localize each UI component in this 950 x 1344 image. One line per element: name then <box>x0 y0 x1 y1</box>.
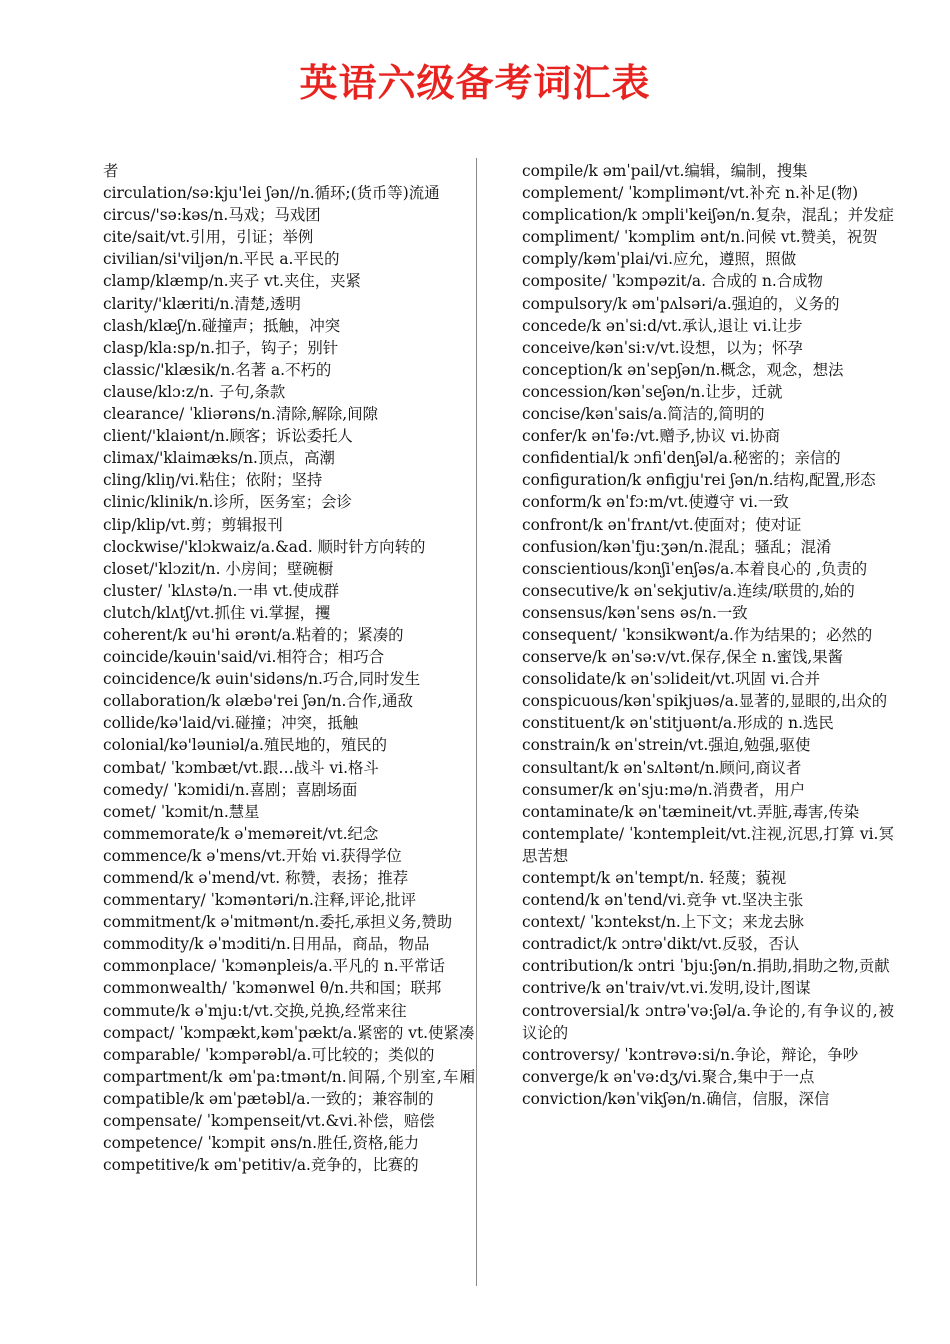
vocab-entry: clinic/klinik/n.诊所，医务室；会诊 <box>103 493 352 512</box>
vocab-entry: contrive/k ənˈtraiv/vt.vi.发明,设计,图谋 <box>522 979 811 998</box>
vocab-entry: controversy/ ˈkɔntrəvə:si/n.争论，辩论，争吵 <box>522 1045 859 1064</box>
vocab-entry: combat/ ˈkɔmbæt/vt.跟…战斗 vi.格斗 <box>103 758 379 777</box>
vocab-entry: complication/k ɔmpli'keiʃən/n.复杂，混乱；并发症 <box>522 206 894 225</box>
vocab-entry: confidential/k ɔnfiˈdenʃəl/a.秘密的；亲信的 <box>522 449 841 468</box>
vocab-entry: conceive/kənˈsi:v/vt.设想，以为；怀孕 <box>522 338 803 357</box>
vocab-entry: consultant/k ənˈsʌltənt/n.顾问,商议者 <box>522 758 802 777</box>
vocab-entry: civilian/si'viljən/n.平民 a.平民的 <box>103 250 340 269</box>
right-column <box>522 160 894 1110</box>
vocab-entry: commence/k əˈmens/vt.开始 vi.获得学位 <box>103 846 402 865</box>
vocab-entry: closet/'klɔzit/n. 小房间；壁碗橱 <box>103 559 334 578</box>
vocab-entry: comedy/ ˈkɔmidi/n.喜剧；喜剧场面 <box>103 780 358 799</box>
vocab-entry: commodity/k əˈmɔditi/n.日用品，商品，物品 <box>103 935 430 954</box>
vocab-entry: constituent/k ənˈstitjuənt/a.形成的 n.选民 <box>522 714 834 733</box>
vocab-entry: clamp/klæmp/n.夹子 vt.夹住，夹紧 <box>103 272 361 291</box>
vocab-entry: commonwealth/ ˈkɔmənwel θ/n.共和国；联邦 <box>103 979 442 998</box>
vocab-entry: coincidence/k əuin'sidəns/n.巧合,同时发生 <box>103 670 421 689</box>
vocab-entry: commonplace/ ˈkɔmənpleis/a.平凡的 n.平常话 <box>103 957 445 976</box>
vocab-entry: clause/klɔ:z/n. 子句,条款 <box>103 382 286 401</box>
vocab-entry: contradict/k ɔntrəˈdikt/vt.反驳，否认 <box>522 935 800 954</box>
vocab-entry: comply/kəmˈplai/vi.应允，遵照，照做 <box>522 250 797 269</box>
vocab-entry: competence/ ˈkɔmpit əns/n.胜任,资格,能力 <box>103 1134 420 1153</box>
vocab-entry: contemplate/ ˈkɔntempleit/vt.注视,沉思,打算 vi.冥思苦想 <box>522 824 894 865</box>
vocab-entry: comparable/ ˈkɔmpərəbl/a.可比较的；类似的 <box>103 1045 435 1064</box>
column-divider <box>476 158 477 1286</box>
vocab-entry: clip/klip/vt.剪；剪辑报刊 <box>103 515 283 534</box>
vocab-entry: conviction/kənˈvikʃən/n.确信，信服，深信 <box>522 1089 830 1108</box>
vocab-entry: compulsory/k əmˈpʌlsəri/a.强迫的，义务的 <box>522 294 840 313</box>
vocab-entry: clearance/ ˈkliərəns/n.清除,解除,间隙 <box>103 405 378 424</box>
vocab-entry: confront/k ənˈfrʌnt/vt.使面对；使对证 <box>522 515 802 534</box>
vocab-entry: confer/k ənˈfə:/vt.赠予,协议 vi.协商 <box>522 427 781 446</box>
vocab-entry: coincide/kəuin'said/vi.相符合；相巧合 <box>103 648 385 667</box>
vocab-entry: coherent/k əu'hi ərənt/a.粘着的；紧凑的 <box>103 625 404 644</box>
vocab-entry: colonial/kə'ləuniəl/a.殖民地的，殖民的 <box>103 736 388 755</box>
vocab-entry: configuration/k ənfigju'rei ʃən/n.结构,配置,形态 <box>522 471 876 490</box>
vocab-entry: contempt/k ənˈtempt/n. 轻蔑；藐视 <box>522 869 787 887</box>
vocab-entry: converge/k ənˈvə:dʒ/vi.聚合,集中于一点 <box>522 1067 815 1086</box>
vocab-entry: consumer/k ənˈsju:mə/n.消费者，用户 <box>522 780 806 799</box>
vocab-entry: composite/ ˈkɔmpəzit/a. 合成的 n.合成物 <box>522 272 823 291</box>
vocab-entry: concession/kənˈseʃən/n.让步，迁就 <box>522 382 783 401</box>
vocab-entry: context/ ˈkɔntekst/n.上下文；来龙去脉 <box>522 913 804 932</box>
vocab-entry: concede/k ənˈsi:d/vt.承认,退让 vi.让步 <box>522 316 803 335</box>
vocab-entry: circus/'sə:kəs/n.马戏；马戏团 <box>103 206 321 225</box>
vocab-entry: contaminate/k ənˈtæmineit/vt.弄脏,毒害,传染 <box>522 802 860 821</box>
vocab-entry: contribution/k ɔntri ˈbju:ʃən/n.捐助,捐助之物,贡献 <box>522 957 890 976</box>
vocab-entry: conception/k ənˈsepʃən/n.概念，观念，想法 <box>522 360 844 379</box>
vocab-entry: conserve/k ənˈsə:v/vt.保存,保全 n.蜜饯,果酱 <box>522 648 844 667</box>
vocab-entry: clockwise/'klɔkwaiz/a.&ad. 顺时针方向转的 <box>103 537 426 556</box>
vocab-entry: complement/ ˈkɔmplimənt/vt.补充 n.补足(物) <box>522 184 859 203</box>
vocab-entry: consensus/kənˈsens əs/n.一致 <box>522 603 748 622</box>
vocab-entry: conform/k ənˈfɔ:m/vt.使遵守 vi.一致 <box>522 493 789 512</box>
vocab-entry: cling/kliŋ/vi.粘住；依附；坚持 <box>103 471 323 490</box>
vocab-entry: cluster/ ˈklʌstə/n.一串 vt.使成群 <box>103 581 340 600</box>
vocab-entry: commentary/ ˈkɔməntəri/n.注释,评论,批评 <box>103 891 417 910</box>
vocab-entry: comet/ ˈkɔmit/n.慧星 <box>103 802 260 821</box>
vocab-entry: circulation/sə:kju'lei ʃən//n.循环;(货币等)流通 <box>103 184 440 203</box>
vocab-entry: consecutive/k ənˈsekjutiv/a.连续/联贯的,始的 <box>522 581 855 600</box>
vocab-entry: compliment/ ˈkɔmplim ənt/n.问候 vt.赞美，祝贺 <box>522 228 878 247</box>
vocab-entry: collide/kə'laid/vi.碰撞；冲突，抵触 <box>103 714 359 733</box>
vocab-entry: commemorate/k əˈmeməreit/vt.纪念 <box>103 824 379 843</box>
vocab-entry: clutch/klʌtʃ/vt.抓住 vi.掌握，攫 <box>103 603 331 622</box>
vocab-entry: commute/k əˈmju:t/vt.交换,兑换,经常来往 <box>103 1001 407 1020</box>
vocab-entry: commend/k əˈmend/vt. 称赞，表扬；推荐 <box>103 869 409 887</box>
vocab-entry: 者 <box>103 162 119 180</box>
vocab-entry: clash/klæʃ/n.碰撞声；抵触，冲突 <box>103 316 341 335</box>
vocab-entry: compartment/k əmˈpa:tmənt/n.间隔,个别室,车厢 compatible/k əmˈpætəbl/a.一致的；兼容制的 <box>103 1067 475 1108</box>
vocab-entry: clasp/kla:sp/n.扣子，钩子；别针 <box>103 338 339 357</box>
vocab-entry: conscientious/kɔnʃiˈenʃəs/a.本着良心的 ,负责的 <box>522 559 868 578</box>
vocab-entry: classic/'klæsik/n.名著 a.不朽的 <box>103 360 332 379</box>
vocab-entry: competitive/k əmˈpetitiv/a.竞争的，比赛的 <box>103 1156 419 1175</box>
vocab-entry: compensate/ ˈkɔmpenseit/vt.&vi.补偿，赔偿 <box>103 1112 435 1131</box>
vocab-entry: clarity/'klæriti/n.清楚,透明 <box>103 294 301 313</box>
vocab-entry: controversial/k ɔntrəˈvə:ʃəl/a.争论的,有争议的,被议论的 <box>522 1001 894 1042</box>
vocab-entry: consolidate/k ənˈsɔlideit/vt.巩固 vi.合并 <box>522 670 821 689</box>
vocab-entry: confusion/kənˈfju:ʒən/n.混乱；骚乱；混淆 <box>522 537 832 556</box>
vocab-entry: client/'klaiənt/n.顾客；诉讼委托人 <box>103 427 353 446</box>
vocab-entry: collaboration/k əlæbə'rei ʃən/n.合作,通敌 <box>103 692 413 711</box>
vocab-entry: commitment/k əˈmitmənt/n.委托,承担义务,赞助 <box>103 913 453 932</box>
vocab-entry: contend/k ənˈtend/vi.竞争 vt.坚决主张 <box>522 891 804 910</box>
page-title: 英语六级备考词汇表 <box>299 60 651 105</box>
vocab-entry: constrain/k ənˈstrein/vt.强迫,勉强,驱使 <box>522 736 811 755</box>
vocab-entry: compile/k əmˈpail/vt.编辑，编制，搜集 <box>522 162 808 180</box>
vocab-entry: compact/ ˈkɔmpækt,kəmˈpækt/a.紧密的 vt.使紧凑 <box>103 1023 475 1042</box>
left-column <box>103 160 475 1176</box>
vocab-entry: climax/'klaimæks/n.顶点，高潮 <box>103 449 335 468</box>
vocab-entry: cite/sait/vt.引用，引证；举例 <box>103 228 314 247</box>
vocab-entry: concise/kənˈsais/a.简洁的,简明的 <box>522 405 765 424</box>
vocab-entry: consequent/ ˈkɔnsikwənt/a.作为结果的；必然的 <box>522 625 873 644</box>
vocab-entry: conspicuous/kənˈspikjuəs/a.显著的,显眼的,出众的 <box>522 692 888 711</box>
